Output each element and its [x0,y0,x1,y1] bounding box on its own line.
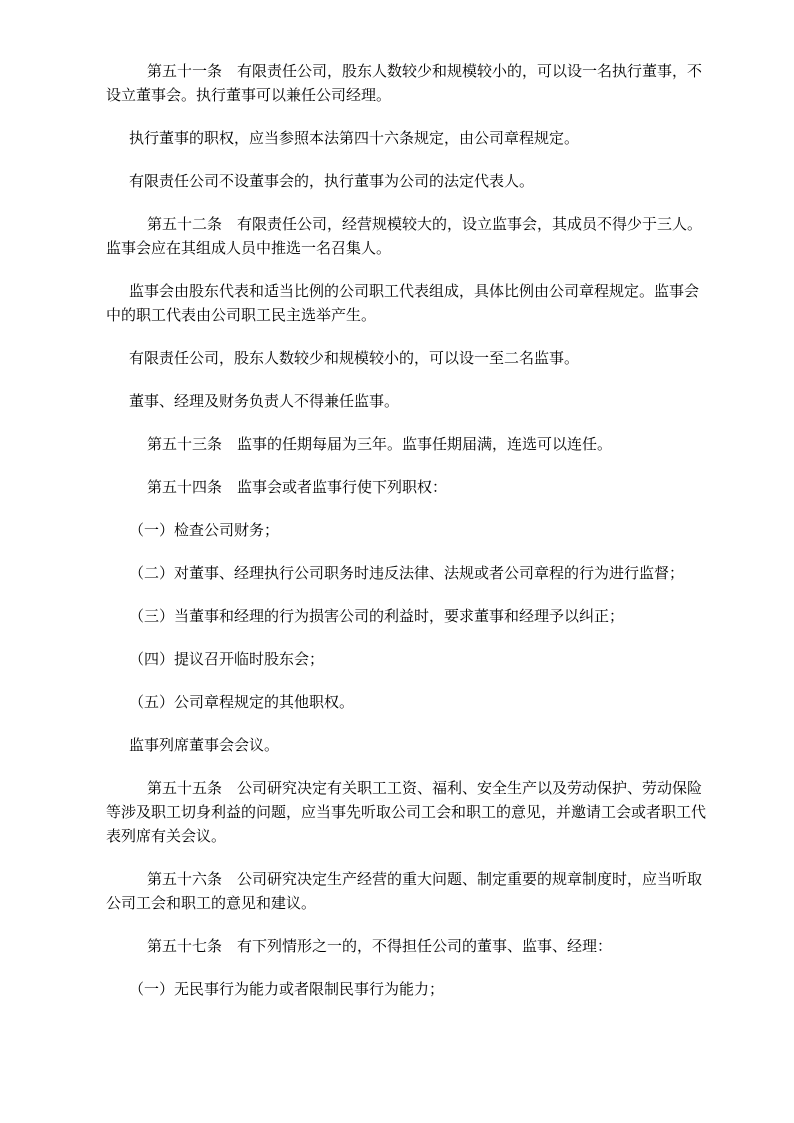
article-53: 第五十三条 监事的任期每届为三年。监事任期届满，连选可以连任。 [147,435,613,453]
article-56-line-1: 第五十六条 公司研究决定生产经营的重大问题、制定重要的规章制度时，应当听取 [147,870,703,888]
article-57-item-1: （一）无民事行为能力或者限制民事行为能力； [129,980,445,998]
article-52-paragraph-2-line-1: 监事会由股东代表和适当比例的公司职工代表组成，具体比例由公司章程规定。监事会 [129,282,700,300]
article-54-item-1: （一）检查公司财务； [129,521,280,539]
article-52-paragraph-2-line-2: 中的职工代表由公司职工民主选举产生。 [106,306,377,324]
article-57: 第五十七条 有下列情形之一的，不得担任公司的董事、监事、经理： [147,937,613,955]
article-54-item-2: （二）对董事、经理执行公司职务时违反法律、法规或者公司章程的行为进行监督； [129,564,685,582]
article-52-line-1: 第五十二条 有限责任公司，经营规模较大的，设立监事会，其成员不得少于三人。 [147,215,703,233]
article-52-paragraph-3: 有限责任公司，股东人数较少和规模较小的，可以设一至二名监事。 [129,349,580,367]
article-54-item-5: （五）公司章程规定的其他职权。 [129,693,355,711]
article-54-item-4: （四）提议召开临时股东会； [129,650,325,668]
article-54-item-3: （三）当董事和经理的行为损害公司的利益时，要求董事和经理予以纠正； [129,607,625,625]
article-55-line-1: 第五十五条 公司研究决定有关职工工资、福利、安全生产以及劳动保护、劳动保险 [147,779,703,797]
article-52-paragraph-4: 董事、经理及财务负责人不得兼任监事。 [129,392,400,410]
article-55-line-3: 表列席有关会议。 [106,827,227,845]
article-51-paragraph-3: 有限责任公司不设董事会的，执行董事为公司的法定代表人。 [129,172,535,190]
article-51-paragraph-2: 执行董事的职权，应当参照本法第四十六条规定，由公司章程规定。 [129,129,580,147]
article-52-line-2: 监事会应在其组成人员中推选一名召集人。 [106,239,392,257]
article-56-line-2: 公司工会和职工的意见和建议。 [106,894,317,912]
article-51-line-2: 设立董事会。执行董事可以兼任公司经理。 [106,86,392,104]
article-55-line-2: 等涉及职工切身利益的问题，应当事先听取公司工会和职工的意见，并邀请工会或者职工代 [106,803,707,821]
article-54-paragraph-2: 监事列席董事会会议。 [129,736,280,754]
article-51-line-1: 第五十一条 有限责任公司，股东人数较少和规模较小的，可以设一名执行董事，不 [147,62,703,80]
article-54: 第五十四条 监事会或者监事行使下列职权： [147,478,448,496]
